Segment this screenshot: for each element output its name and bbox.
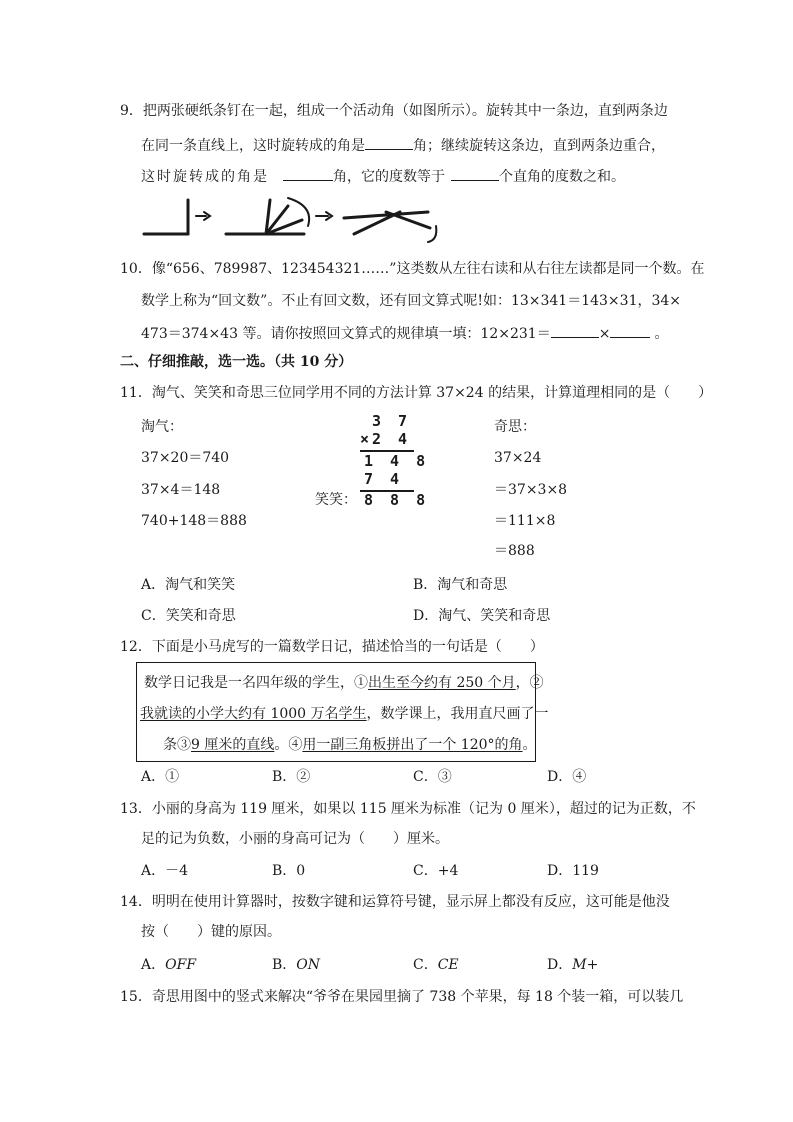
q9-blank-straight-angle[interactable] [365, 135, 413, 150]
q11-taoqi-label: 淘气： [141, 419, 183, 435]
q14-option-c-key: CE [437, 957, 459, 973]
q14-option-a-prefix: A． [141, 957, 166, 973]
q11-qisi-label: 奇思： [494, 419, 536, 435]
q9-line2-text-a: 在同一条直线上，这时旋转成的角是 [141, 138, 365, 154]
q11-option-b[interactable]: B．淘气和奇思 [413, 577, 508, 593]
q12-statement-1: 出生至今约有 250 个月 [368, 675, 516, 691]
q11-qisi-step1: 37×24 [494, 450, 542, 466]
q14-option-c[interactable] [413, 956, 459, 974]
q13-line2: 足的记为负数，小丽的身高可记为（ ）厘米。 [141, 831, 449, 847]
q14-line1: 14．明明在使用计算器时，按数字键和运算符号键，显示屏上都没有反应，这可能是他没 [120, 894, 670, 910]
q11-option-c[interactable]: C．笑笑和奇思 [141, 608, 236, 624]
q10-end: 。 [654, 326, 669, 342]
q14-line2: 按（ ）键的原因。 [141, 924, 281, 940]
q12-option-c[interactable]: C．③ [413, 769, 452, 785]
q14-option-b[interactable] [272, 956, 320, 974]
q14-option-a-key: OFF [165, 957, 197, 973]
q12-statement-3: 9 厘米的直线 [191, 737, 275, 753]
q11-taoqi-step3: 740+148＝888 [141, 513, 247, 529]
q11-vc-product: 8 8 8 [364, 491, 430, 509]
q14-option-d[interactable] [547, 956, 598, 974]
q11-taoqi-step1: 37×20＝740 [141, 450, 230, 466]
q11-vc-multiply-sign: × [360, 430, 370, 448]
q12-stem: 12．下面是小马虎写的一篇数学日记，描述恰当的一句话是（ ） [120, 639, 544, 655]
q14-option-a[interactable] [141, 956, 196, 974]
q9-blank-right-angle-count[interactable] [451, 166, 499, 181]
q9-line3-text-c: 个直角的度数之和。 [499, 169, 625, 185]
q15-line1: 15．奇思用图中的竖式来解决“爷爷在果园里摘了 738 个苹果，每 18 个装一箱，可以装几 [120, 989, 684, 1005]
q11-qisi-step2: ＝37×3×8 [494, 482, 568, 498]
q10-times-sign: × [598, 326, 611, 342]
q12-option-a[interactable]: A．① [141, 769, 180, 785]
q14-option-d-key: M+ [572, 957, 599, 973]
q9-line2 [141, 135, 665, 155]
q12-diary-l3-text: 条③ [163, 737, 191, 753]
q11-vc-multiplier: 2 4 [372, 430, 412, 448]
q11-xiaoxiao-label: 笑笑： [315, 492, 357, 508]
q12-option-d[interactable]: D．④ [547, 769, 587, 785]
q11-vc-partial-1: 1 4 8 [364, 452, 430, 470]
q11-xiaoxiao-vertical-calc [360, 412, 430, 509]
q11-vc-partial-2: 7 4 [364, 470, 404, 488]
q13-option-a[interactable]: A．－4 [141, 863, 189, 879]
q11-taoqi-step2: 37×4＝148 [141, 482, 221, 498]
q10-line2: 数学上称为“回文数”。不止有回文数，还有回文算式呢!如：13×341＝143×31，34× [141, 293, 682, 309]
q12-diary-line2 [140, 705, 549, 723]
q9-rotating-angle-figure [138, 190, 448, 248]
q9-line2-text-b: 角；继续旋转这条边，直到两条边重合， [413, 138, 665, 154]
q12-statement-4: 用一副三角板拼出了一个 120°的角 [302, 737, 523, 753]
q12-diary-line1 [144, 674, 544, 692]
q14-option-b-key: ON [296, 957, 321, 973]
q12-diary-l1-text: 数学日记我是一名四年级的学生，① [144, 675, 368, 691]
q9-line3-text-b: 角，它的度数等于 [333, 169, 445, 185]
q11-option-d[interactable]: D．淘气、笑笑和奇思 [413, 608, 551, 624]
q12-statement-2: 我就读的小学大约有 1000 万名学生 [140, 706, 367, 722]
q9-line1: 9．把两张硬纸条钉在一起，组成一个活动角（如图所示）。旋转其中一条边，直到两条边 [120, 103, 668, 119]
q11-stem: 11．淘气、笑笑和奇思三位同学用不同的方法计算 37×24 的结果，计算道理相同的是（ ） [120, 385, 713, 401]
q10-blank-2[interactable] [610, 323, 650, 338]
q10-line3 [141, 323, 668, 343]
q12-option-b[interactable]: B．② [272, 769, 311, 785]
q9-line3 [141, 166, 625, 186]
q10-line3-text: 473＝374×43 等。请你按照回文算式的规律填一填：12×231＝ [141, 326, 551, 342]
q12-diary-line3 [163, 736, 537, 754]
q12-diary-l3-mid: 。④ [274, 737, 303, 753]
q10-blank-1[interactable] [551, 323, 599, 338]
q10-line1: 10．像“656、789987、123454321……”这类数从左往右读和从右往左读都是同一个数。在 [120, 261, 705, 277]
q12-diary-l1-end: ，② [515, 675, 544, 691]
q14-option-c-prefix: C． [413, 957, 438, 973]
q11-option-a[interactable]: A．淘气和笑笑 [141, 577, 236, 593]
q11-qisi-step3: ＝111×8 [494, 513, 556, 529]
q13-option-c[interactable]: C．+4 [413, 863, 459, 879]
q12-diary-l2-text: ，数学课上，我用直尺画了一 [366, 706, 549, 722]
q14-option-d-prefix: D． [547, 957, 573, 973]
q11-qisi-step4: ＝888 [494, 543, 535, 559]
q9-line3-text-a: 这时旋转成的角是 [141, 169, 269, 185]
q13-option-b[interactable]: B．0 [272, 863, 306, 879]
q14-option-b-prefix: B． [272, 957, 297, 973]
q12-diary-l3-end: 。 [522, 737, 537, 753]
q11-vc-multiplicand: 3 7 [372, 412, 412, 430]
q13-option-d[interactable]: D．119 [547, 863, 599, 879]
q13-line1: 13．小丽的身高为 119 厘米，如果以 115 厘米为标准（记为 0 厘米），超过的记为正数，不 [120, 801, 696, 817]
section-2-title: 二、仔细推敲，选一选。（共 10 分） [120, 354, 353, 370]
q9-blank-full-angle[interactable] [283, 166, 333, 181]
